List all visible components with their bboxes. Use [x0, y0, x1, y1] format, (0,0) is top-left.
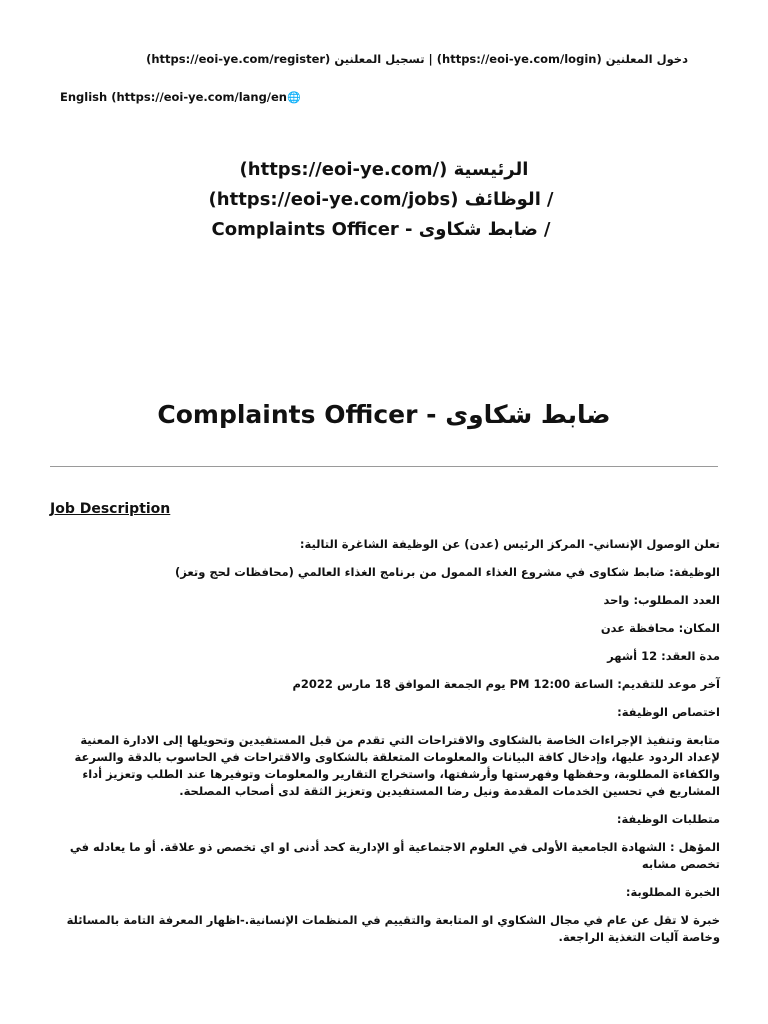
- paragraph: خبرة لا تقل عن عام في مجال الشكاوي او المتابعة والتقييم في المنظمات الإنسانية.-اظهار المعرفة التامة بالمسائلة وخاصة آليات التغذية الراجعة.: [66, 913, 720, 944]
- breadcrumb-jobs-row: [0, 185, 768, 215]
- breadcrumb-current-row: [0, 215, 768, 245]
- language-label: English (https://eoi-ye.com/lang/en: [60, 90, 287, 104]
- advertiser-register-link[interactable]: تسجيل المعلنين (https://eoi-ye.com/register): [146, 52, 425, 66]
- paragraph: تعلن الوصول الإنساني- المركز الرئيس (عدن) عن الوظيفة الشاغرة التالية:: [299, 537, 720, 551]
- paragraph: العدد المطلوب: واحد: [603, 593, 720, 607]
- section-title: Job Description: [50, 501, 171, 517]
- paragraph: اختصاص الوظيفة:: [617, 705, 720, 719]
- paragraph: مدة العقد: 12 أشهر: [607, 649, 720, 663]
- page-title: ضابط شكاوى - Complaints Officer: [157, 400, 611, 429]
- paragraph: المؤهل : الشهادة الجامعية الأولى في العلوم الاجتماعية أو الإدارية كحد أدنى او اي تخصص ذو علاقة. أو ما يعادله في تخصص مشابه: [69, 840, 720, 871]
- divider: [50, 466, 718, 467]
- breadcrumb-separator: /: [543, 219, 551, 240]
- advertiser-login-link[interactable]: دخول المعلنين (https://eoi-ye.com/login): [436, 52, 688, 66]
- paragraph: آخر موعد للتقديم: الساعة PM 12:00 يوم الجمعة الموافق 18 مارس 2022م: [292, 677, 720, 691]
- paragraph: الخبرة المطلوبة:: [625, 885, 720, 899]
- breadcrumb-jobs[interactable]: الوظائف (https://eoi-ye.com/jobs): [208, 189, 541, 210]
- top-links: [60, 50, 688, 68]
- breadcrumb-home[interactable]: الرئيسية (/https://eoi-ye.com): [239, 159, 529, 180]
- job-description: [50, 536, 720, 957]
- paragraph: الوظيفة: ضابط شكاوى في مشروع الغذاء الممول من برنامج الغذاء العالمي (محافظات لحج وتعز): [175, 565, 720, 579]
- paragraph: المكان: محافظة عدن: [600, 621, 720, 635]
- breadcrumb-current: ضابط شكاوى - Complaints Officer: [211, 219, 538, 240]
- top-links-separator: |: [428, 52, 433, 66]
- globe-icon: 🌐: [287, 91, 301, 104]
- breadcrumb-separator: /: [546, 189, 554, 210]
- language-switch-link[interactable]: [60, 90, 301, 104]
- paragraph: متطلبات الوظيفة:: [616, 812, 720, 826]
- breadcrumb: [0, 155, 768, 245]
- paragraph: متابعة وتنفيذ الإجراءات الخاصة بالشكاوى والاقتراحات التي تقدم من قبل المستفيدين وتحويلها إلى الادارة المعنية لإعداد الردود عليها، وإدخال كافة البيانات والمعلومات المتعلقة بالشكاوى والاقتراحات في الحاسوب بالدقة والسرعة والكفاءة المطلوبة، وحفظها وفهرستها وأرشفتها، واستخراج التقارير والمعلومات وتوفيرها عند الطلب وتعزيز أداء المشاريع في تحسين الخدمات المقدمة ونيل رضا المستفيدين وتعزيز الثقة لدى أصحاب المصلحة.: [74, 733, 720, 798]
